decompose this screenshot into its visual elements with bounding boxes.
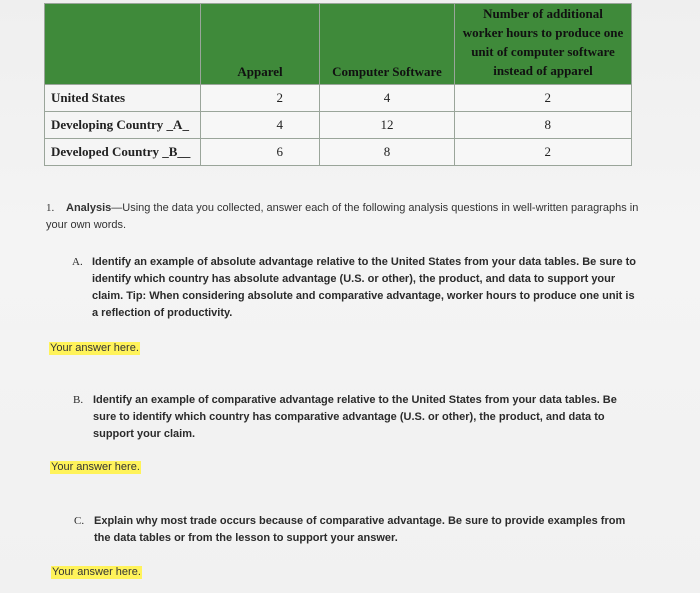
- part-text: Identify an example of absolute advantage relative to the United States from your data tables. Be sure to identify which country has absolute advantage (U.S. or other), the product, and data to support your claim. Tip: When considering absolute and comparative advantage, worker hours to produce one unit is a reflection of productivity.: [92, 256, 637, 319]
- header-computer-software: Computer Software: [320, 4, 455, 85]
- answer-field-a[interactable]: Your answer here.: [50, 342, 139, 354]
- part-letter: C.: [74, 515, 85, 527]
- header-additional-hours-line: worker hours to produce one: [462, 25, 624, 40]
- table-row: [45, 85, 632, 112]
- part-letter: A.: [72, 256, 83, 268]
- analysis-question: [46, 200, 656, 234]
- part-text: Identify an example of comparative advantage relative to the United States from your data tables. Be sure to identify which country has comparative advantage (U.S. or other), the product, and data to support your claim.: [93, 394, 617, 440]
- cell-additional-hours: 2: [455, 85, 632, 112]
- question-part-b: [73, 392, 638, 443]
- part-letter: B.: [73, 394, 84, 406]
- header-additional-hours-line: unit of computer software: [471, 44, 615, 59]
- table-corner-cell: [45, 4, 201, 85]
- advantage-data-table: [44, 3, 632, 166]
- table-header-row: [45, 4, 632, 85]
- header-additional-hours-line: Number of additional: [483, 6, 603, 21]
- cell-additional-hours: 2: [455, 139, 632, 166]
- cell-software: 8: [320, 139, 455, 166]
- table-row: [45, 139, 632, 166]
- cell-additional-hours: 8: [455, 112, 632, 139]
- cell-apparel: 6: [201, 139, 320, 166]
- row-label: United States: [45, 85, 201, 112]
- question-title: Analysis: [66, 202, 112, 214]
- header-apparel: Apparel: [201, 4, 320, 85]
- table-row: [45, 112, 632, 139]
- row-label: Developing Country _A_: [45, 112, 201, 139]
- answer-field-c[interactable]: Your answer here.: [52, 566, 141, 578]
- row-label: Developed Country _B__: [45, 139, 201, 166]
- cell-software: 12: [320, 112, 455, 139]
- part-text: Explain why most trade occurs because of comparative advantage. Be sure to provide examples from the data tables or from the lesson to support your answer.: [94, 515, 626, 544]
- header-additional-hours-line: instead of apparel: [493, 63, 593, 78]
- cell-apparel: 4: [201, 112, 320, 139]
- question-part-c: [74, 513, 639, 547]
- cell-apparel: 2: [201, 85, 320, 112]
- question-part-a: [72, 254, 637, 322]
- question-number: 1.: [46, 202, 55, 214]
- answer-field-b[interactable]: Your answer here.: [51, 461, 140, 473]
- cell-software: 4: [320, 85, 455, 112]
- question-intro: —Using the data you collected, answer each of the following analysis questions in well-written paragraphs in your own words.: [46, 202, 639, 231]
- header-additional-hours: [455, 4, 632, 85]
